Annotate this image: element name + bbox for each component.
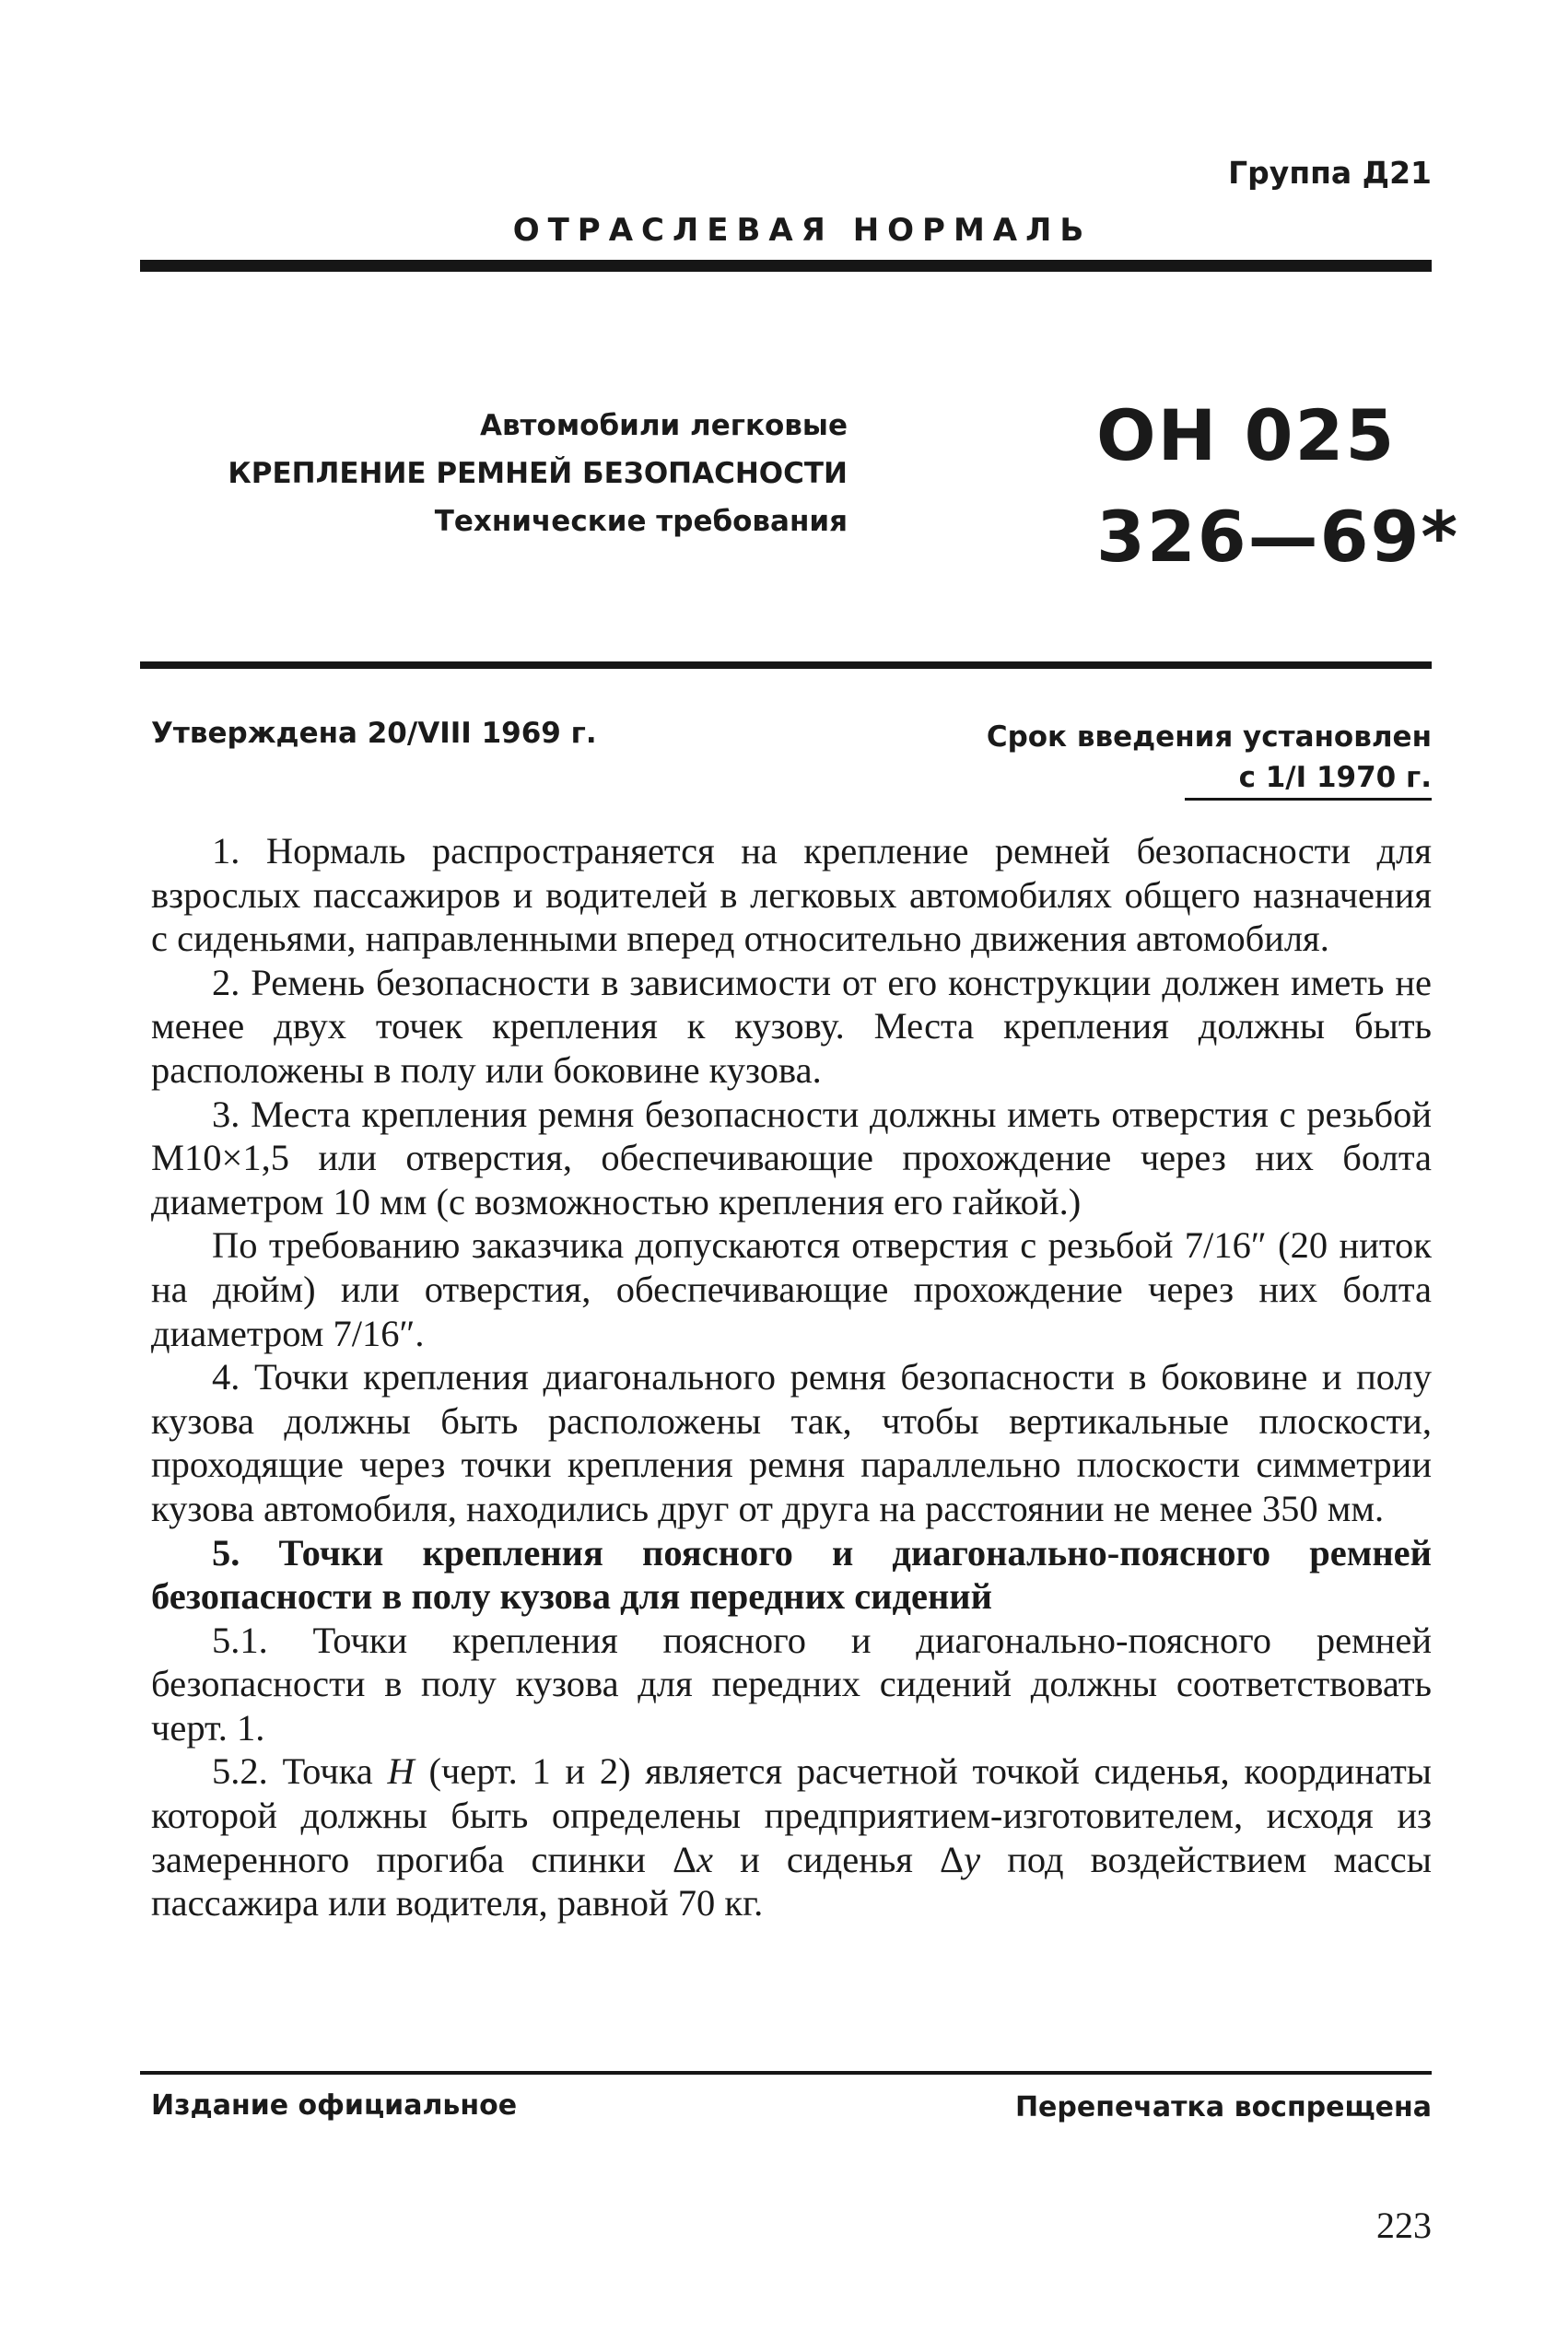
- paragraph-5-2-part-d: под воздействием массы пассажира или водителя, равной 70 кг.: [151, 1838, 1432, 1924]
- top-rule: [140, 260, 1432, 272]
- reprint-prohibited-note: Перепечатка воспрещена: [1014, 2091, 1432, 2123]
- introduction-date-line-1: Срок введения установлен: [986, 720, 1432, 754]
- title-line-3: Технические требования: [434, 505, 848, 538]
- body-text: [151, 829, 1432, 1925]
- paragraph-1: 1. Нормаль распространяется на крепление ремней безопасности для взрослых пассажиров и водителей в легковых автомобилях общего назначения с сиденьями, направленными вперед относительно движения автомобиля.: [151, 830, 1432, 960]
- group-code: Группа Д21: [1228, 155, 1432, 191]
- introduction-date-underline: [1185, 798, 1432, 801]
- approval-date: Утверждена 20/VIII 1969 г.: [151, 717, 597, 750]
- middle-rule: [140, 661, 1432, 669]
- paragraph-3: 3. Места крепления ремня безопасности должны иметь отверстия с резьбой М10×1,5 или отверстия, обеспечивающие прохождение через них болта диаметром 10 мм (с возможностью крепления его гайкой.): [151, 1093, 1432, 1222]
- paragraph-5-2-part-b: (черт. 1 и 2) является расчетной точкой сиденья, координаты которой должны быть определены предприятием-изготовителем, исходя из замеренного прогиба спинки Δ: [151, 1750, 1432, 1880]
- page-number: 223: [1376, 2205, 1432, 2246]
- document-number-line-1: ОН 025: [1096, 394, 1397, 476]
- paragraph-3-note: По требованию заказчика допускаются отверстия с резьбой 7/16″ (20 ниток на дюйм) или отверстия, обеспечивающие прохождение через них болта диаметром 7/16″.: [151, 1224, 1432, 1354]
- paragraph-5-2-part-a: 5.2. Точка: [212, 1750, 388, 1793]
- delta-x-symbol: x: [696, 1838, 714, 1880]
- official-edition-note: Издание официальное: [151, 2089, 518, 2122]
- paragraph-2: 2. Ремень безопасности в зависимости от его конструкции должен иметь не менее двух точек крепления к кузову. Места крепления должны быть расположены в полу или боковине кузова.: [151, 961, 1432, 1091]
- paragraph-4: 4. Точки крепления диагонального ремня безопасности в боковине и полу кузова должны быть расположены так, чтобы вертикальные плоскости, проходящие через точки крепления ремня параллельно плоскости симметрии кузова автомобиля, находились друг от друга на расстоянии не менее 350 мм.: [151, 1356, 1432, 1529]
- paragraph-5-1: 5.1. Точки крепления поясного и диагонально-поясного ремней безопасности в полу кузова для передних сидений должны соответствовать черт. 1.: [151, 1619, 1432, 1749]
- title-line-1: Автомобили легковые: [479, 409, 848, 442]
- introduction-date: [987, 717, 1432, 798]
- point-h-symbol: H: [387, 1750, 415, 1793]
- document-number: [1096, 385, 1459, 588]
- title-block: [147, 402, 848, 545]
- bottom-rule: [140, 2071, 1432, 2075]
- introduction-date-line-2: с 1/I 1970 г.: [1238, 761, 1432, 794]
- paragraph-5-2: [151, 1749, 1432, 1924]
- delta-y-symbol: y: [964, 1838, 981, 1880]
- document-number-line-2: 326—69*: [1096, 496, 1460, 578]
- paragraph-5-2-part-c: и сиденья Δ: [713, 1838, 965, 1880]
- title-line-2: КРЕПЛЕНИЕ РЕМНЕЙ БЕЗОПАСНОСТИ: [228, 457, 848, 490]
- org-title: ОТРАСЛЕВАЯ НОРМАЛЬ: [512, 212, 1093, 249]
- section-5-heading: 5. Точки крепления поясного и диагонально-поясного ремней безопасности в полу кузова для передних сидений: [151, 1531, 1432, 1618]
